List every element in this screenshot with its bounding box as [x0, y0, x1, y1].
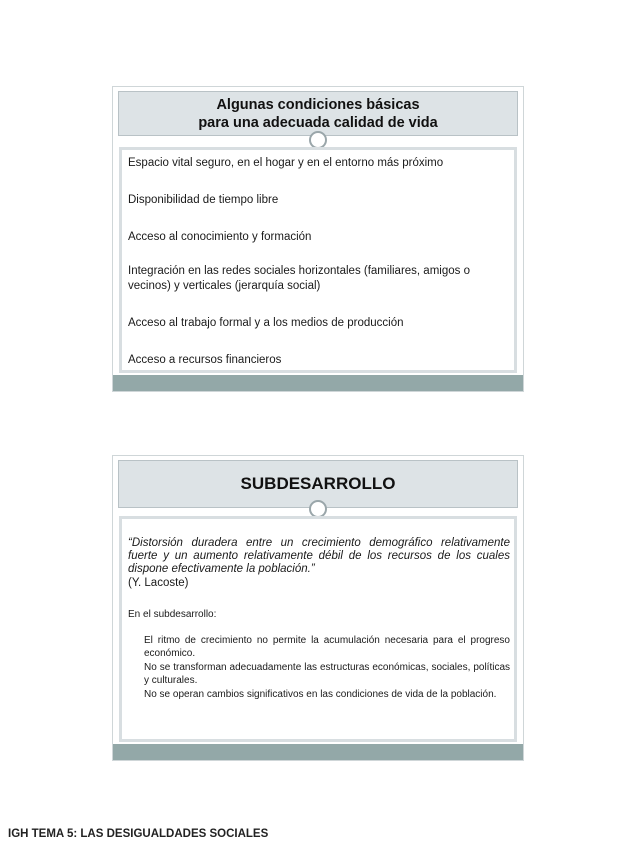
slide-title-line-1: Algunas condiciones básicas: [216, 96, 420, 113]
list-item: No se transforman adecuadamente las estructuras económicas, sociales, políticas y culturales.: [144, 662, 510, 686]
list-item: Acceso al trabajo formal y a los medios de producción: [128, 317, 404, 329]
quote-author: (Y. Lacoste): [128, 577, 189, 589]
slide-title-line-2: para una adecuada calidad de vida: [198, 114, 438, 131]
document-footer: IGH TEMA 5: LAS DESIGUALDADES SOCIALES: [8, 828, 269, 840]
slide-body: [119, 147, 517, 373]
subdesarrollo-points: [144, 635, 510, 702]
lacoste-quote: “Distorsión duradera entre un crecimiento demográfico relativamente fuerte y un aumento relativamente débil de los recursos de los cuales dispone efectivamente la población.”: [128, 537, 510, 575]
list-item: Disponibilidad de tiempo libre: [128, 194, 279, 206]
slide-footer-bar: [113, 744, 523, 760]
slide-subdesarrollo: [112, 455, 524, 761]
list-item: El ritmo de crecimiento no permite la acumulación necesaria para el progreso económico.: [144, 635, 510, 659]
slide-footer-bar: [113, 375, 523, 391]
slide-title-text: SUBDESARROLLO: [240, 474, 396, 493]
slide-body: [119, 516, 517, 742]
list-item: Integración en las redes sociales horizontales (familiares, amigos o vecinos) y verticales (jerarquía social): [128, 265, 470, 292]
slide-calidad-de-vida: [112, 86, 524, 392]
subdesarrollo-intro: En el subdesarrollo:: [128, 609, 217, 620]
list-item: No se operan cambios significativos en las condiciones de vida de la población.: [144, 689, 497, 700]
conditions-list: [122, 150, 514, 368]
slide-title: [118, 91, 518, 136]
list-item: Acceso al conocimiento y formación: [128, 231, 312, 243]
list-item: Acceso a recursos financieros: [128, 354, 282, 366]
list-item: Espacio vital seguro, en el hogar y en el entorno más próximo: [128, 157, 444, 169]
